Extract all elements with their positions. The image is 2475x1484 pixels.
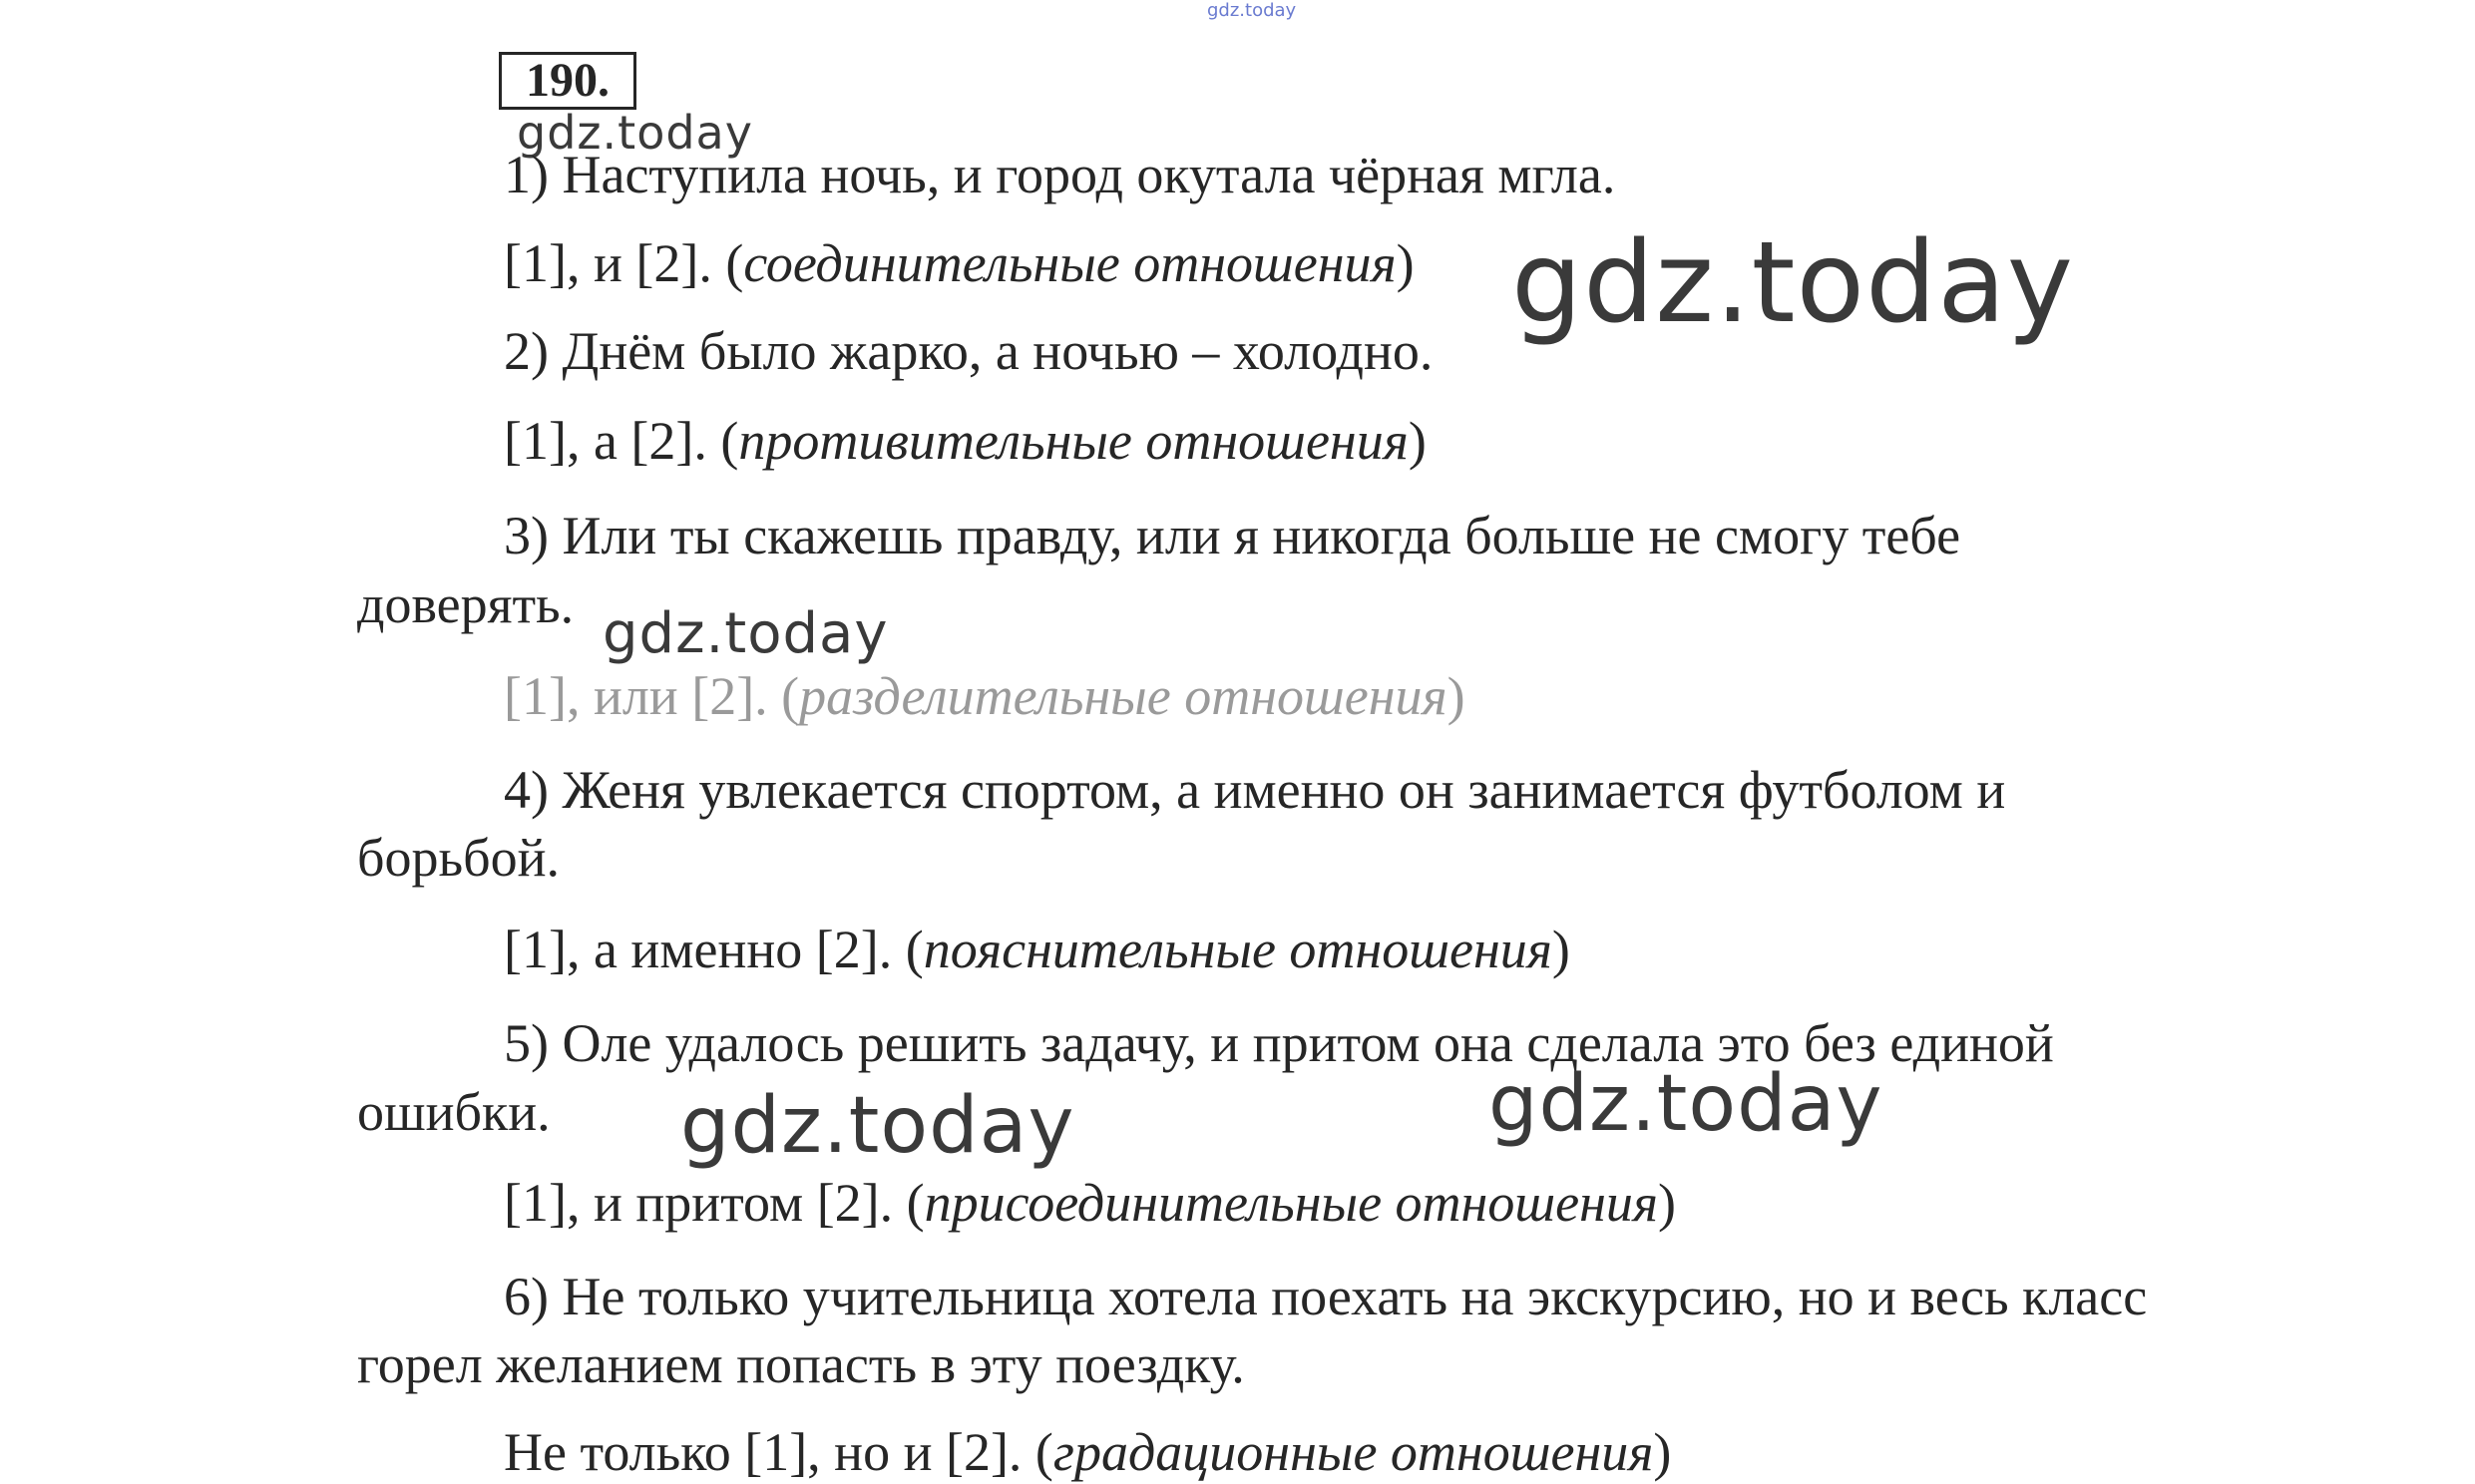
sentence-4-line1: 4) Женя увлекается спортом, а именно он занимается футболом и: [504, 760, 2006, 820]
scheme-1: [504, 231, 1415, 295]
scheme-5-relation: присоединительные отношения: [924, 1173, 1658, 1233]
watermark-medium-1: gdz.today: [680, 1081, 1075, 1171]
scheme-4-relation: пояснительные отношения: [923, 920, 1552, 979]
scheme-5-text: [1], и притом [2]. (: [504, 1173, 925, 1233]
watermark-medium-2: gdz.today: [1488, 1059, 1883, 1149]
watermark-large: gdz.today: [1511, 218, 2075, 348]
watermark-small-2: gdz.today: [603, 601, 889, 666]
sentence-3-line2: доверять.: [357, 574, 575, 634]
scheme-3-text: [1], или [2]. (: [504, 666, 800, 726]
scheme-3: [504, 664, 1465, 728]
scheme-1-text: [1], и [2]. (: [504, 233, 744, 293]
scheme-6: [504, 1420, 1671, 1484]
scheme-2-text: [1], а [2]. (: [504, 411, 739, 471]
scheme-2: [504, 409, 1427, 473]
scheme-2-close: ): [1408, 411, 1427, 471]
scheme-3-close: ): [1446, 666, 1465, 726]
scheme-6-close: ): [1653, 1422, 1672, 1482]
watermark-small-1: gdz.today: [517, 106, 753, 160]
scheme-1-close: ): [1396, 233, 1415, 293]
scheme-6-relation: градационные отношения: [1052, 1422, 1654, 1482]
sentence-1: 1) Наступила ночь, и город окутала чёрная мгла.: [504, 145, 1616, 204]
scheme-6-text: Не только [1], но и [2]. (: [504, 1422, 1053, 1482]
scheme-5-close: ): [1657, 1173, 1676, 1233]
sentence-5-line2: ошибки.: [357, 1082, 551, 1142]
sentence-4-line2: борьбой.: [357, 828, 560, 888]
scheme-4: [504, 918, 1570, 981]
scheme-3-relation: разделительные отношения: [799, 666, 1447, 726]
sentence-2: 2) Днём было жарко, а ночью – холодно.: [504, 321, 1434, 381]
sentence-6-line2: горел желанием попасть в эту поездку.: [357, 1334, 1245, 1394]
sentence-3-line1: 3) Или ты скажешь правду, или я никогда больше не смогу тебе: [504, 506, 1961, 565]
scheme-2-relation: противительные отношения: [738, 411, 1409, 471]
watermark-top: gdz.today: [1207, 0, 1297, 21]
scheme-1-relation: соединительные отношения: [743, 233, 1397, 293]
scheme-4-text: [1], а именно [2]. (: [504, 920, 924, 979]
sentence-6-line1: 6) Не только учительница хотела поехать на экскурсию, но и весь класс: [504, 1267, 2148, 1326]
task-number: 190.: [499, 52, 636, 110]
scheme-4-close: ): [1551, 920, 1570, 979]
sentence-5-line1: 5) Оле удалось решить задачу, и притом она сделала это без единой: [504, 1013, 2054, 1073]
scheme-5: [504, 1171, 1676, 1235]
